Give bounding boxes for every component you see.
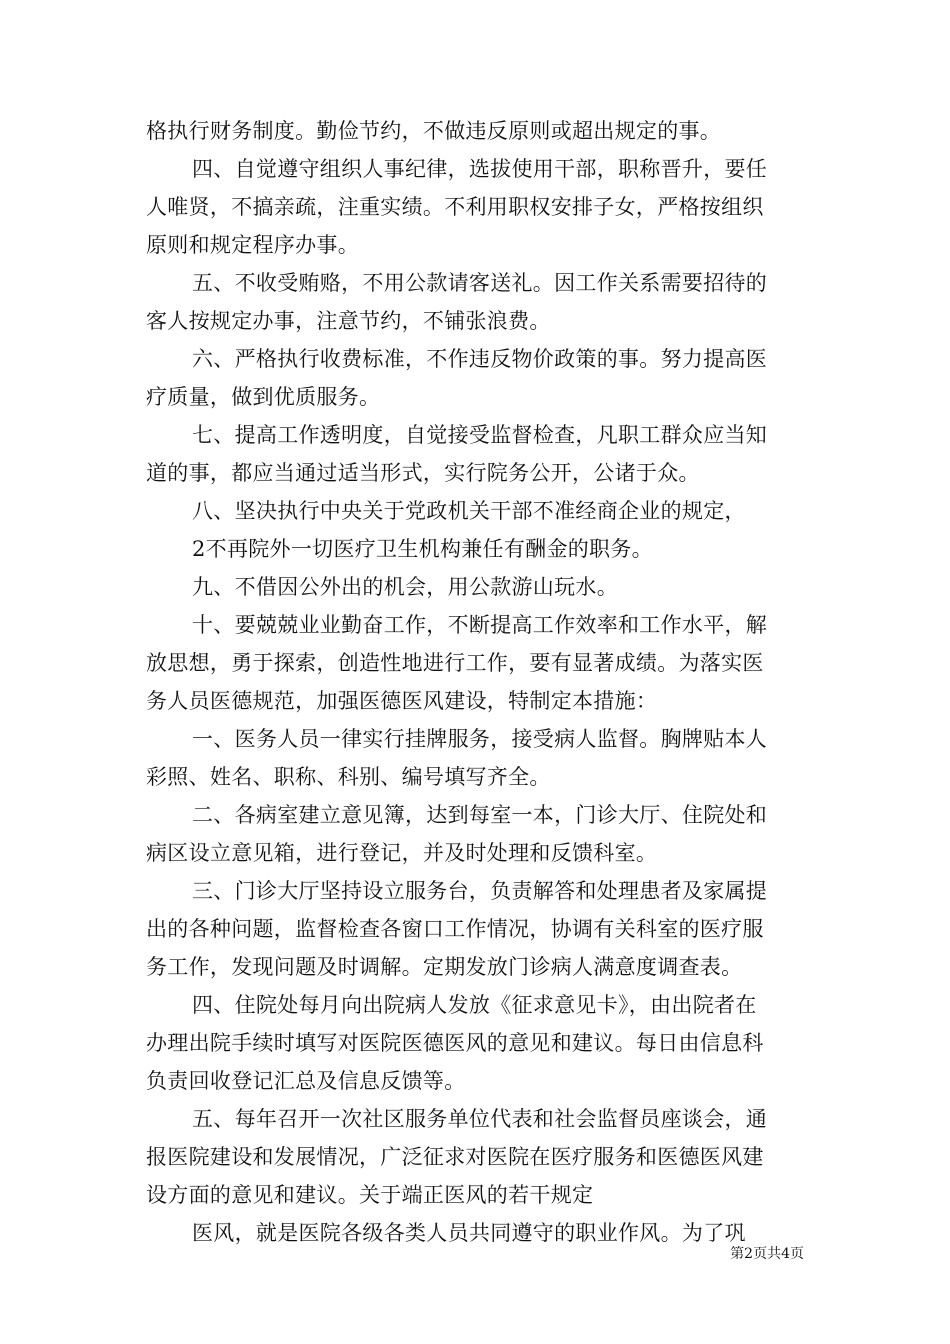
- text-line: 彩照、姓名、职称、科别、编号填写齐全。: [146, 765, 551, 789]
- text-line: 出的各种问题，监督检查各窗口工作情况，协调有关科室的医疗服: [146, 917, 764, 941]
- text-line: 六、严格执行收费标准，不作违反物价政策的事。努力提高医: [192, 347, 768, 371]
- text-line: 2不再院外一切医疗卫生机构兼任有酬金的职务。: [192, 537, 653, 561]
- text-line: 三、门诊大厅坚持设立服务台，负责解答和处理患者及家属提: [192, 879, 768, 903]
- text-line: 务人员医德规范，加强医德医风建设，特制定本措施：: [146, 689, 658, 713]
- text-line: 客人按规定办事，注意节约，不铺张浪费。: [146, 309, 551, 333]
- text-line: 九、不借因公外出的机会，用公款游山玩水。: [192, 575, 618, 599]
- text-line: 道的事，都应当通过适当形式，实行院务公开，公诸于众。: [146, 461, 700, 485]
- text-line: 办理出院手续时填写对医院医德医风的意见和建议。每日由信息科: [146, 1031, 764, 1055]
- text-line: 医风，就是医院各级各类人员共同遵守的职业作风。为了巩: [192, 1221, 746, 1245]
- text-line: 报医院建设和发展情况，广泛征求对医院在医疗服务和医德医风建: [146, 1145, 764, 1169]
- text-line: 五、不收受贿赂，不用公款请客送礼。因工作关系需要招待的: [192, 271, 768, 295]
- text-line: 四、自觉遵守组织人事纪律，选拔使用干部，职称晋升，要任: [192, 157, 768, 181]
- text-line: 四、住院处每月向出院病人发放《征求意见卡》，由出院者在: [192, 993, 757, 1017]
- text-line: 务工作，发现问题及时调解。定期发放门诊病人满意度调查表。: [146, 955, 743, 979]
- document-body: [146, 112, 806, 1252]
- text-line: 十、要兢兢业业勤奋工作，不断提高工作效率和工作水平，解: [192, 613, 768, 637]
- text-line: 二、各病室建立意见簿，达到每室一本，门诊大厅、住院处和: [192, 803, 768, 827]
- text-line: 放思想，勇于探索，创造性地进行工作，要有显著成绩。为落实医: [146, 651, 764, 675]
- text-line: 设方面的意见和建议。关于端正医风的若干规定: [146, 1183, 594, 1207]
- text-line: 格执行财务制度。勤俭节约，不做违反原则或超出规定的事。: [146, 119, 722, 143]
- text-line: 原则和规定程序办事。: [146, 233, 359, 257]
- text-line: 病区设立意见箱，进行登记，并及时处理和反馈科室。: [146, 841, 658, 865]
- page-number: 第2页共4页: [730, 1246, 804, 1262]
- text-line: 一、医务人员一律实行挂牌服务，接受病人监督。胸牌贴本人: [192, 727, 768, 751]
- text-line: 八、坚决执行中央关于党政机关干部不准经商企业的规定，: [192, 499, 746, 523]
- text-line: 疗质量，做到优质服务。: [146, 385, 381, 409]
- text-line: 五、每年召开一次社区服务单位代表和社会监督员座谈会，通: [192, 1107, 768, 1131]
- text-line: 负责回收登记汇总及信息反馈等。: [146, 1069, 466, 1093]
- text-line: 七、提高工作透明度，自觉接受监督检查，凡职工群众应当知: [192, 423, 768, 447]
- text-line: 人唯贤，不搞亲疏，注重实绩。不利用职权安排子女，严格按组织: [146, 195, 764, 219]
